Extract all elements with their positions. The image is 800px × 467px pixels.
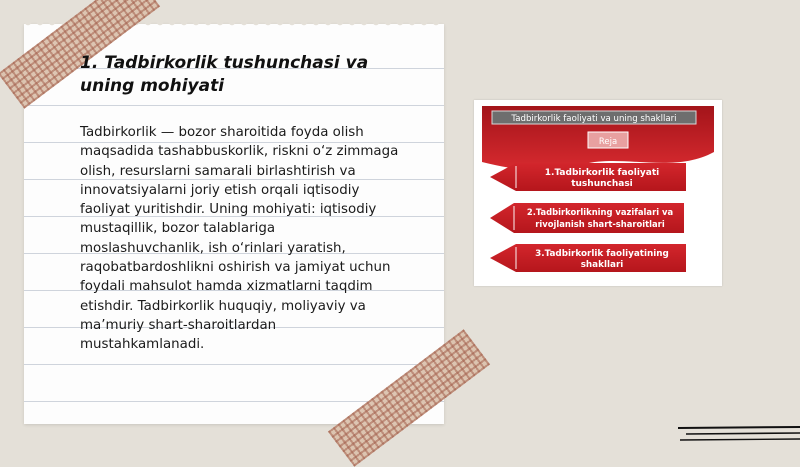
plan-item-2-line1: 2.Tadbirkorlikning vazifalari va	[526, 207, 674, 217]
plan-item-3-line1: 3.Tadbirkorlik faoliyatining	[535, 249, 669, 259]
plan-item-2-line2: rivojlanish shart-sharoitlari	[535, 219, 665, 229]
slide-title: 1. Tadbirkorlik tushunchasi va uning mohiyati	[80, 53, 369, 96]
slide-body-text: Tadbirkorlik — bozor sharoitida foyda olish maqsadida tashabbuskorlik, riskni o‘z zimmaga olish, resurslarni samarali birlashtirish va innovatsiyalarni joriy etish orqali iqtisodiy faoliyat yuritishdir. Uning mohiyati: iqtisodiy mustaqillik, bozor talablariga moslashuvchanlik, ish o‘rinlari yaratish, raqobatbardoshlikni oshirish va jamiyat uchun foydali mahsulot hamda xizmatlarni taqdim etishdir. Tadbirkorlik huquqiy, moliyaviy va ma’muriy shart-sharoitlardan mustahkamlanadi.	[80, 125, 399, 353]
decorative-lines	[676, 420, 800, 446]
plan-item-1-line1: 1.Tadbirkorlik faoliyati	[544, 168, 660, 178]
reja-label: Reja	[598, 137, 618, 147]
plan-item-3-line2: shakllari	[580, 260, 624, 270]
diagram-header-text: Tadbirkorlik faoliyati va uning shakllari	[511, 114, 677, 124]
plan-item-2	[490, 203, 684, 233]
plan-item-1	[490, 163, 686, 191]
plan-diagram-graphic	[474, 100, 722, 286]
plan-item-3	[490, 244, 686, 272]
plan-item-1-line2: tushunchasi	[571, 179, 633, 189]
plan-diagram	[474, 100, 722, 286]
